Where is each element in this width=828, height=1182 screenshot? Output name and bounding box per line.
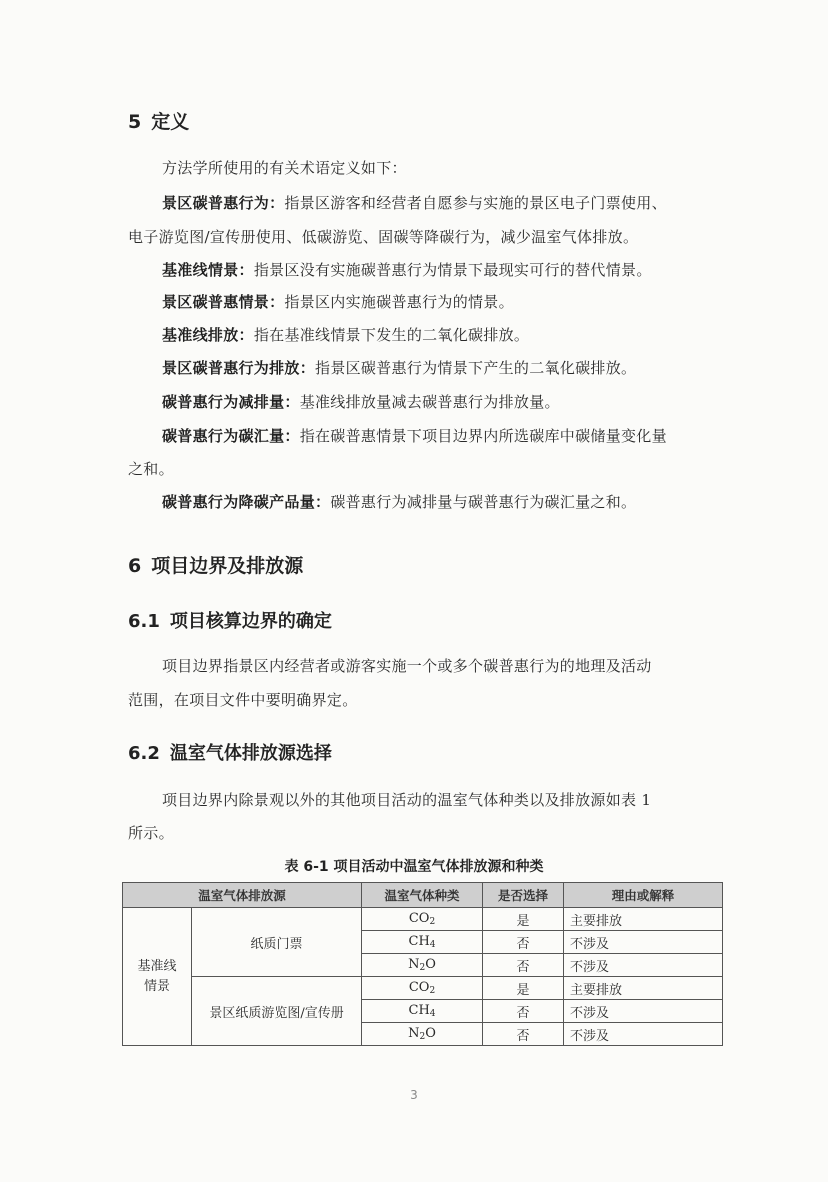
gas-subscript: 2	[419, 963, 426, 973]
source-cell: 纸质门票	[192, 908, 362, 977]
section-5-heading	[128, 107, 189, 134]
definition-text: 指景区游客和经营者自愿参与实施的景区电子门票使用、	[284, 194, 667, 212]
definition-text: 指景区没有实施碳普惠行为情景下最现实可行的替代情景。	[253, 261, 652, 279]
gas-cell	[362, 1000, 483, 1023]
selected-cell: 是	[483, 977, 564, 1000]
gas-formula: CH	[408, 934, 430, 949]
section-number: 5	[128, 111, 142, 133]
gas-cell	[362, 1023, 483, 1046]
section-title: 项目边界及排放源	[151, 555, 304, 577]
definition-item	[128, 426, 720, 446]
paragraph-line: 所示。	[128, 824, 174, 842]
definition-text-continued: 电子游览图/宣传册使用、低碳游览、固碳等降碳行为，减少温室气体排放。	[128, 228, 639, 246]
definition-term: 碳普惠行为减排量：	[162, 393, 300, 411]
definition-text: 碳普惠行为减排量与碳普惠行为碳汇量之和。	[330, 493, 637, 511]
table-header-row	[123, 883, 723, 908]
definition-item	[128, 392, 720, 412]
gas-subscript: 4	[429, 1009, 436, 1019]
section-title: 温室气体排放源选择	[169, 743, 332, 764]
definition-text: 指在碳普惠情景下项目边界内所选碳库中碳储量变化量	[299, 427, 667, 445]
gas-formula-tail: O	[425, 957, 436, 972]
definition-term: 碳普惠行为碳汇量：	[162, 427, 300, 445]
definition-term: 基准线排放：	[162, 326, 254, 344]
emission-source-table	[122, 882, 723, 1046]
header-reason: 理由或解释	[564, 883, 723, 908]
reason-cell: 主要排放	[564, 977, 723, 1000]
selected-cell: 否	[483, 931, 564, 954]
reason-cell: 不涉及	[564, 954, 723, 977]
table-row	[123, 977, 723, 1000]
gas-cell	[362, 954, 483, 977]
paragraph-line: 项目边界指景区内经营者或游客实施一个或多个碳普惠行为的地理及活动	[162, 657, 652, 675]
gas-cell	[362, 977, 483, 1000]
definition-item	[128, 260, 720, 280]
section-number: 6	[128, 555, 142, 577]
section-6-2-heading	[128, 739, 332, 765]
gas-formula: N	[408, 957, 420, 972]
reason-cell: 不涉及	[564, 1023, 723, 1046]
header-selected: 是否选择	[483, 883, 564, 908]
table-caption: 表 6-1 项目活动中温室气体排放源和种类	[284, 859, 544, 875]
selected-cell: 否	[483, 954, 564, 977]
section-title: 项目核算边界的确定	[169, 611, 332, 632]
definition-term: 景区碳普惠行为：	[162, 194, 285, 212]
definition-term: 景区碳普惠情景：	[162, 293, 285, 311]
selected-cell: 否	[483, 1023, 564, 1046]
gas-cell	[362, 931, 483, 954]
gas-subscript: 4	[429, 940, 436, 950]
definition-term: 基准线情景：	[162, 261, 254, 279]
paragraph-line: 项目边界内除景观以外的其他项目活动的温室气体种类以及排放源如表 1	[162, 791, 652, 809]
paragraph-line: 范围，在项目文件中要明确界定。	[128, 691, 358, 709]
definition-item	[128, 325, 720, 345]
definitions-intro: 方法学所使用的有关术语定义如下：	[162, 159, 407, 177]
definition-text: 指景区碳普惠行为情景下产生的二氧化碳排放。	[315, 359, 637, 377]
gas-formula-tail: O	[425, 1026, 436, 1041]
reason-cell: 不涉及	[564, 1000, 723, 1023]
definition-term: 景区碳普惠行为排放：	[162, 359, 316, 377]
definition-item	[128, 492, 720, 512]
gas-formula: CO	[408, 980, 430, 995]
gas-subscript: 2	[429, 917, 436, 927]
source-cell: 景区纸质游览图/宣传册	[192, 977, 362, 1046]
definition-item	[128, 358, 720, 378]
section-number: 6.1	[128, 611, 160, 632]
scenario-label: 基准线情景	[137, 958, 177, 994]
section-title: 定义	[151, 111, 190, 133]
gas-formula: CO	[408, 911, 430, 926]
gas-subscript: 2	[419, 1032, 426, 1042]
selected-cell: 是	[483, 908, 564, 931]
gas-cell	[362, 908, 483, 931]
scenario-cell	[123, 908, 192, 1046]
definition-text: 指在基准线情景下发生的二氧化碳排放。	[253, 326, 530, 344]
section-number: 6.2	[128, 743, 160, 764]
header-source: 温室气体排放源	[123, 883, 362, 908]
page-number: 3	[410, 1088, 418, 1102]
definition-item	[128, 193, 720, 213]
table-row	[123, 908, 723, 931]
reason-cell: 不涉及	[564, 931, 723, 954]
definition-text: 基准线排放量减去碳普惠行为排放量。	[299, 393, 560, 411]
definition-text: 指景区内实施碳普惠行为的情景。	[284, 293, 514, 311]
reason-cell: 主要排放	[564, 908, 723, 931]
header-gas: 温室气体种类	[362, 883, 483, 908]
section-6-heading	[128, 551, 303, 578]
gas-subscript: 2	[429, 986, 436, 996]
definition-item	[128, 292, 720, 312]
selected-cell: 否	[483, 1000, 564, 1023]
section-6-1-heading	[128, 607, 332, 633]
definition-term: 碳普惠行为降碳产品量：	[162, 493, 331, 511]
gas-formula: N	[408, 1026, 420, 1041]
gas-formula: CH	[408, 1003, 430, 1018]
definition-text-continued: 之和。	[128, 460, 174, 478]
